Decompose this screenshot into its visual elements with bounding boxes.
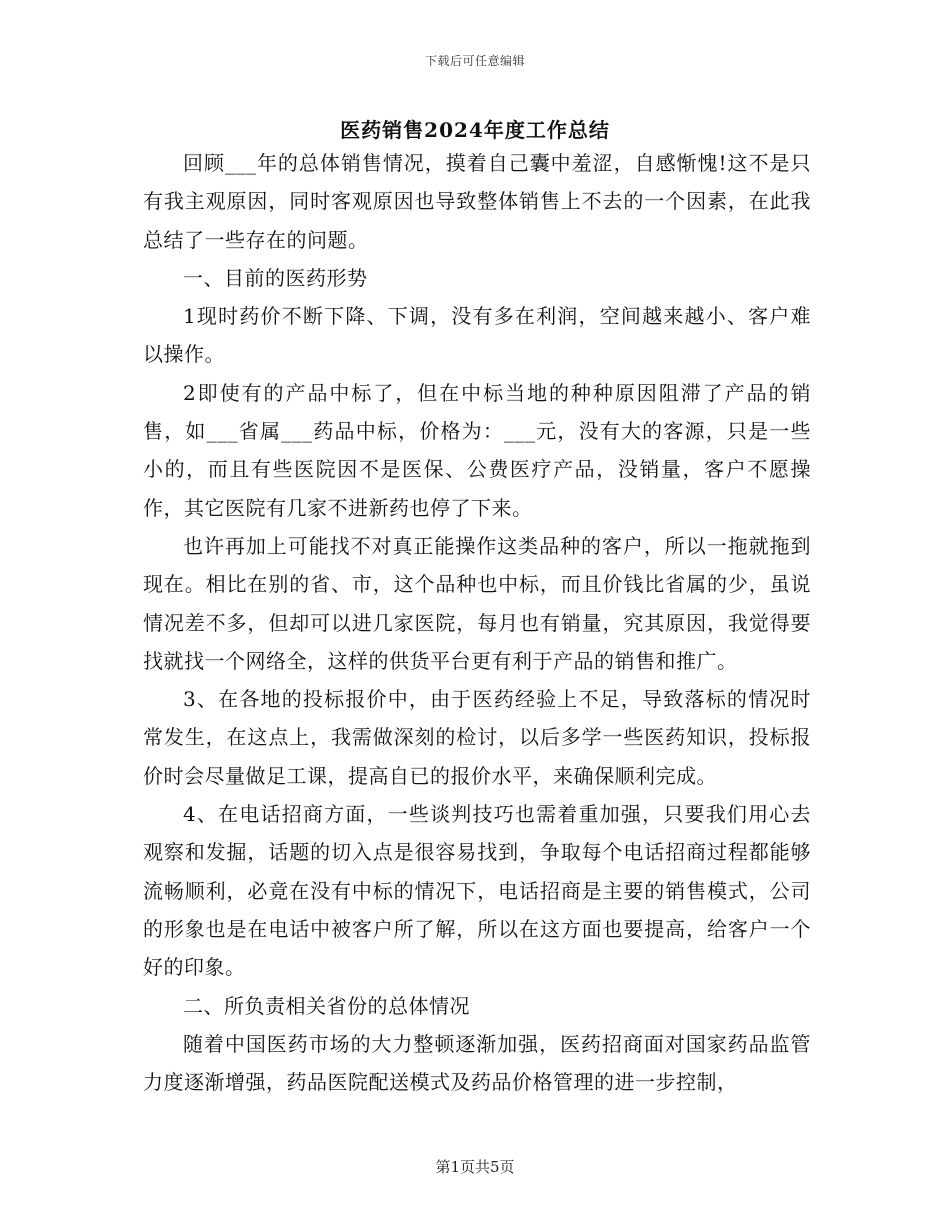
paragraph-continuation: 也许再加上可能找不对真正能操作这类品种的客户，所以一拖就拖到现在。相比在别的省、市，这个品种也中标，而且价钱比省属的少，虽说情况差不多，但却可以进几家医院，每月也有销量，究其原因，我觉得要找就找一个网络全，这样的供货平台更有利于产品的销售和推广。 (143, 533, 811, 673)
paragraph-item-4: 4、在电话招商方面，一些谈判技巧也需着重加强，只要我们用心去观察和发掘，话题的切入点是很容易找到，争取每个电话招商过程都能够流畅顺利，必竟在没有中标的情况下，电话招商是主要的销售模式，公司的形象也是在电话中被客户所了解，所以在这方面也要提高，给客户一个好的印象。 (143, 802, 811, 980)
section-heading-2: 二、所负责相关省份的总体情况 (183, 993, 470, 1018)
document-body (143, 144, 811, 1101)
paragraph-market: 随着中国医药市场的大力整顿逐渐加强，医药招商面对国家药品监管力度逐渐增强，药品医院配送模式及药品价格管理的进一步控制， (143, 1031, 811, 1095)
paragraph-item-1: 1现时药价不断下降、下调，没有多在利润，空间越来越小、客户难以操作。 (143, 304, 811, 367)
paragraph-item-2: 2即使有的产品中标了，但在中标当地的种种原因阻滞了产品的销售，如___省属___药品中标，价格为：___元，没有大的客源，只是一些小的，而且有些医院因不是医保、公费医疗产品，没销量，客户不愿操作，其它医院有几家不进新药也停了下来。 (143, 380, 811, 520)
paragraph-item-3: 3、在各地的投标报价中，由于医药经验上不足，导致落标的情况时常发生，在这点上，我需做深刻的检讨，以后多学一些医药知识，投标报价时会尽量做足工课，提高自已的报价水平，来确保顺利完成。 (143, 687, 811, 788)
section-heading-1: 一、目前的医药形势 (183, 265, 368, 290)
document-title: 医药销售2024年度工作总结 (340, 118, 610, 142)
page-number: 第1页共5页 (435, 1158, 515, 1176)
download-note: 下载后可任意编辑 (424, 54, 525, 68)
paragraph-intro: 回顾___年的总体销售情况，摸着自己囊中羞涩，自感惭愧!这不是只有我主观原因，同时客观原因也导致整体销售上不去的一个因素，在此我总结了一些存在的问题。 (143, 151, 811, 252)
